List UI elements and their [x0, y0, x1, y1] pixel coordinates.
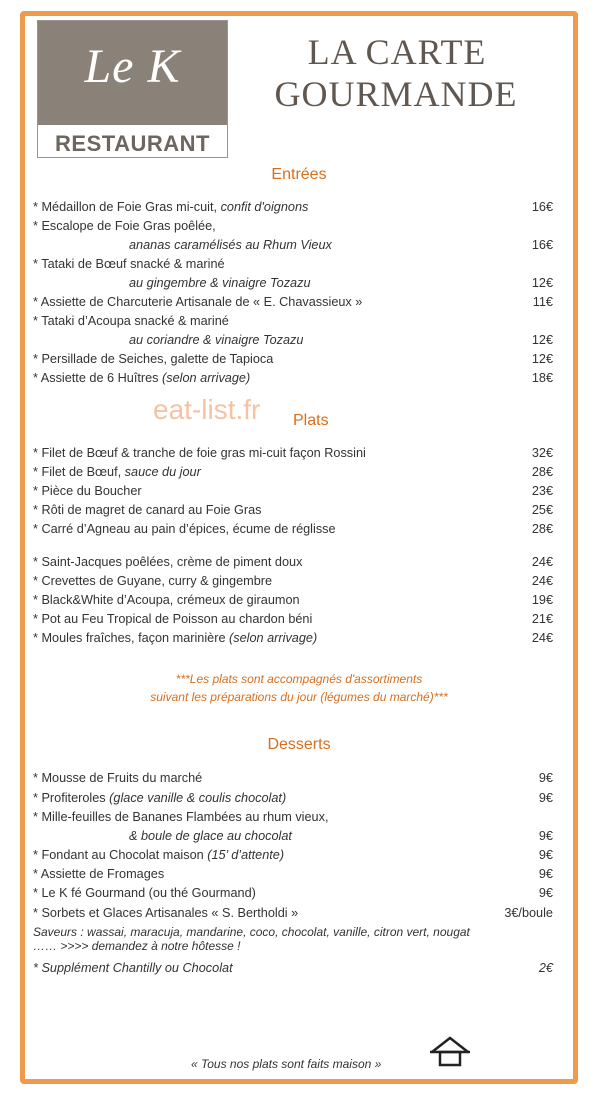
entree-item-label: * Persillade de Seiches, galette de Tapioca	[33, 352, 274, 366]
dessert-item-detail: (glace vanille & coulis chocolat)	[105, 791, 287, 805]
menu-title-line-1: LA CARTE	[307, 32, 487, 72]
section-plats-title: Plats	[293, 412, 329, 429]
dessert-item-price: 3€/boule	[504, 906, 553, 920]
logo-subtitle: RESTAURANT	[55, 131, 210, 156]
plat-item-price: 23€	[531, 484, 553, 498]
section-desserts-title: Desserts	[267, 736, 331, 753]
entree-item-price: 12€	[531, 333, 553, 347]
dessert-item-price: 9€	[538, 771, 553, 785]
entree-item	[33, 313, 553, 329]
supplement-row	[33, 960, 553, 976]
entree-item	[33, 332, 553, 348]
plat-item-price: 24€	[531, 631, 553, 645]
entree-item-label: * Assiette de 6 Huîtres	[33, 371, 159, 385]
plat-item-label: * Rôti de magret de canard au Foie Gras	[33, 503, 262, 517]
dessert-item-label: * Profiteroles	[33, 791, 106, 805]
menu-title-line-2: GOURMANDE	[274, 74, 518, 114]
house-icon	[428, 1034, 472, 1068]
entree-item-label: * Tataki d’Acoupa snacké & mariné	[33, 314, 229, 328]
entree-item	[33, 294, 553, 310]
entree-item-label: au coriandre & vinaigre Tozazu	[129, 333, 304, 347]
dessert-item-label: * Assiette de Fromages	[33, 867, 165, 881]
plat-item-label: * Moules fraîches, façon marinière	[33, 631, 226, 645]
dessert-item	[33, 847, 553, 863]
entree-item-label: au gingembre & vinaigre Tozazu	[129, 276, 311, 290]
dessert-item	[33, 905, 553, 921]
plat-item-label: * Filet de Bœuf & tranche de foie gras mi-cuit façon Rossini	[33, 446, 366, 460]
dessert-item-label: * Fondant au Chocolat maison	[33, 848, 204, 862]
dessert-item-price: 9€	[538, 848, 553, 862]
saveurs-line-1: Saveurs : wassai, maracuja, mandarine, coco, chocolat, vanille, citron vert, nougat	[33, 925, 470, 939]
entree-item-label: * Escalope de Foie Gras poêlée,	[33, 219, 216, 233]
dessert-item	[33, 809, 553, 825]
entree-item-label: * Assiette de Charcuterie Artisanale de « E. Chavassieux »	[33, 295, 363, 309]
supplement-price: 2€	[538, 961, 553, 975]
plat-item-price: 28€	[531, 465, 553, 479]
plat-item-price: 24€	[531, 574, 553, 588]
plat-item	[33, 554, 553, 570]
entree-item	[33, 351, 553, 367]
plat-item-price: 19€	[531, 593, 553, 607]
plat-item-label: * Black&White d’Acoupa, crémeux de giraumon	[33, 593, 300, 607]
entree-item	[33, 218, 553, 234]
entree-item-price: 18€	[531, 371, 553, 385]
entree-item	[33, 370, 553, 386]
dessert-item-price: 9€	[538, 829, 553, 843]
plat-item-label: * Carré d’Agneau au pain d’épices, écume de réglisse	[33, 522, 336, 536]
entree-item-price: 12€	[531, 352, 553, 366]
dessert-item-label: * Mousse de Fruits du marché	[33, 771, 203, 785]
dessert-item-label: * Mille-feuilles de Bananes Flambées au rhum vieux,	[33, 810, 329, 824]
entree-item-price: 12€	[531, 276, 553, 290]
plat-item-price: 21€	[531, 612, 553, 626]
footer-note: « Tous nos plats sont faits maison »	[191, 1057, 382, 1071]
dessert-item	[33, 828, 553, 844]
dessert-item-detail: (15’ d’attente)	[203, 848, 285, 862]
plat-item-label: * Pièce du Boucher	[33, 484, 142, 498]
plat-item	[33, 502, 553, 518]
dessert-item	[33, 885, 553, 901]
plat-item-label: * Filet de Bœuf,	[33, 465, 122, 479]
entree-item-price: 16€	[531, 238, 553, 252]
logo-script: Le K	[84, 40, 181, 93]
plat-item-price: 24€	[531, 555, 553, 569]
dessert-item-price: 9€	[538, 791, 553, 805]
plats-note-line-1: ***Les plats sont accompagnés d'assortiments	[175, 672, 423, 686]
plat-item-price: 25€	[531, 503, 553, 517]
saveurs-line-2: …… >>>> demandez à notre hôtesse !	[33, 939, 241, 953]
plat-item	[33, 630, 553, 646]
plat-item	[33, 483, 553, 499]
entree-item	[33, 199, 553, 215]
plat-item-price: 32€	[531, 446, 553, 460]
plat-item-detail: (selon arrivage)	[225, 631, 318, 645]
supplement-label: * Supplément Chantilly ou Chocolat	[33, 961, 233, 975]
dessert-item-price: 9€	[538, 867, 553, 881]
entree-item-price: 11€	[532, 295, 553, 309]
restaurant-logo	[37, 20, 228, 158]
plat-item	[33, 464, 553, 480]
entree-item-detail: confit d'oignons	[217, 200, 309, 214]
watermark: eat-list.fr	[153, 394, 261, 425]
plats-note-line-2: suivant les préparations du jour (légumes du marché)***	[150, 690, 448, 704]
entree-item	[33, 275, 553, 291]
plat-item-label: * Saint-Jacques poêlées, crème de piment doux	[33, 555, 303, 569]
plat-item-detail: sauce du jour	[121, 465, 201, 479]
dessert-item-label: * Le K fé Gourmand (ou thé Gourmand)	[33, 886, 256, 900]
plat-item	[33, 573, 553, 589]
dessert-item-label: * Sorbets et Glaces Artisanales « S. Bertholdi »	[33, 906, 299, 920]
plat-item	[33, 445, 553, 461]
plat-item-price: 28€	[531, 522, 553, 536]
entree-item-label: ananas caramélisés au Rhum Vieux	[129, 238, 332, 252]
dessert-item	[33, 866, 553, 882]
entree-item	[33, 237, 553, 253]
section-entrees-title: Entrées	[271, 166, 327, 183]
plat-item-label: * Crevettes de Guyane, curry & gingembre	[33, 574, 273, 588]
dessert-item-label: & boule de glace au chocolat	[129, 829, 292, 843]
plat-item	[33, 521, 553, 537]
plat-item	[33, 611, 553, 627]
dessert-item	[33, 770, 553, 786]
plat-item	[33, 592, 553, 608]
dessert-item-price: 9€	[538, 886, 553, 900]
dessert-item	[33, 790, 553, 806]
plat-item-label: * Pot au Feu Tropical de Poisson au chardon béni	[33, 612, 313, 626]
entree-item-label: * Médaillon de Foie Gras mi-cuit,	[33, 200, 218, 214]
entree-item-label: * Tataki de Bœuf snacké & mariné	[33, 257, 225, 271]
entree-item-price: 16€	[531, 200, 553, 214]
entree-item-detail: (selon arrivage)	[158, 371, 251, 385]
entree-item	[33, 256, 553, 272]
